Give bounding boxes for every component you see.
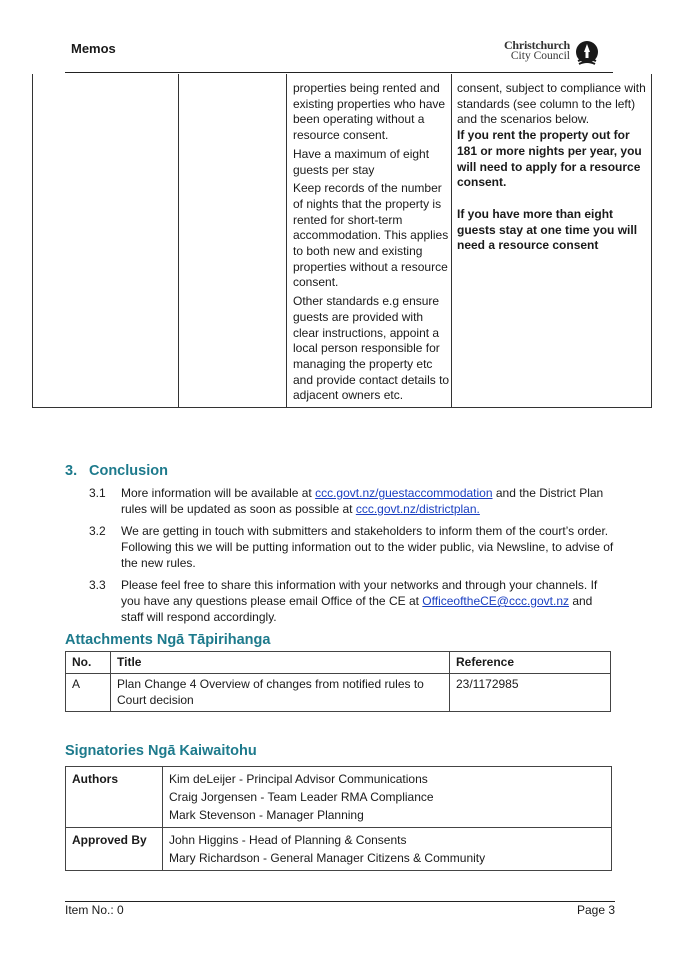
signatories-heading: Signatories Ngā Kaiwaitohu	[65, 743, 257, 759]
standard-text: properties being rented and existing properties who have been operating without a resource consent.	[293, 81, 446, 143]
table-cell-standards	[293, 81, 451, 407]
office-of-ce-email-link[interactable]: OfficeoftheCE@ccc.govt.nz	[422, 594, 569, 608]
attachments-table	[65, 651, 611, 712]
attachment-title: Plan Change 4 Overview of changes from notified rules to Court decision	[111, 674, 450, 712]
authors-label: Authors	[66, 767, 163, 828]
council-logo	[498, 40, 600, 68]
scenario-nights-rule: If you rent the property out for 181 or more nights per year, you will need to apply for a resource consent.	[457, 128, 642, 190]
logo-line1: Christchurch	[503, 38, 570, 52]
page-header-title: Memos	[71, 41, 116, 56]
attachments-heading: Attachments Ngā Tāpirihanga	[65, 632, 271, 648]
footer-divider	[65, 901, 615, 902]
logo-line2: City Council	[510, 50, 570, 62]
table-row	[66, 674, 611, 712]
cathedral-icon	[574, 40, 600, 66]
standard-text: Keep records of the number of nights that the property is rented for short-term accommodation. This applies to both new and existing properties without a resource consent.	[293, 181, 449, 290]
authors-list	[163, 767, 612, 828]
district-plan-link[interactable]: ccc.govt.nz/districtplan.	[355, 502, 480, 516]
table-row	[66, 828, 612, 871]
column-header-title: Title	[111, 652, 450, 674]
table-column-divider	[451, 74, 452, 407]
approved-by-label: Approved By	[66, 828, 163, 871]
paragraph-number: 3.3	[89, 578, 106, 592]
footer-page-number: Page 3	[577, 903, 616, 917]
guest-accommodation-link[interactable]: ccc.govt.nz/guestaccommodation	[315, 486, 493, 500]
column-header-no: No.	[66, 652, 111, 674]
paragraph-number: 3.2	[89, 524, 106, 538]
author-name: Kim deLeijer - Principal Advisor Communications	[169, 772, 428, 786]
footer-item-number: Item No.: 0	[65, 903, 124, 917]
table-row	[66, 767, 612, 828]
table-column-divider	[286, 74, 287, 407]
paragraph-text: and the District Plan rules will be updated as soon as possible at	[121, 486, 604, 516]
section-number: 3.	[65, 463, 78, 479]
table-cell-scenarios	[457, 81, 649, 254]
approver-name: John Higgins - Head of Planning & Consents	[169, 833, 407, 847]
scenario-text: consent, subject to compliance with standards (see column to the left) and the scenarios below.	[457, 81, 646, 127]
approvers-list	[163, 828, 612, 871]
attachment-no: A	[66, 674, 111, 712]
approver-name: Mary Richardson - General Manager Citizens & Community	[169, 851, 486, 865]
author-name: Craig Jorgensen - Team Leader RMA Compliance	[169, 790, 434, 804]
paragraph-3-3	[89, 577, 614, 625]
paragraph-text: More information will be available at	[121, 486, 316, 500]
standard-text: Other standards e.g ensure guests are provided with clear instructions, appoint a local person responsible for managing the property etc and provide contact details to adjacent owners etc.	[293, 294, 450, 403]
paragraph-3-2	[89, 523, 614, 571]
column-header-reference: Reference	[450, 652, 611, 674]
signatories-table	[65, 766, 612, 871]
paragraph-number: 3.1	[89, 486, 106, 500]
paragraph-text: and staff will respond accordingly.	[121, 594, 593, 624]
attachment-reference: 23/1172985	[450, 674, 611, 712]
standard-text: Have a maximum of eight guests per stay	[293, 146, 430, 177]
header-divider	[65, 72, 613, 73]
table-header-row	[66, 652, 611, 674]
rules-comparison-table	[32, 74, 652, 408]
paragraph-text: We are getting in touch with submitters and stakeholders to inform them of the court’s order. Following this we will be putting information out to the wider public, via Newsline, to advise of the new rules.	[121, 524, 614, 570]
table-column-divider	[178, 74, 179, 407]
conclusion-heading	[65, 463, 168, 479]
paragraph-text: Please feel free to share this information with your networks and through your channels. If you have any questions please email Office of the CE at	[121, 578, 598, 608]
author-name: Mark Stevenson - Manager Planning	[169, 808, 364, 822]
scenario-guests-rule: If you have more than eight guests stay at one time you will need a resource consent	[457, 206, 638, 253]
paragraph-3-1	[89, 485, 614, 517]
section-title: Conclusion	[89, 463, 168, 479]
